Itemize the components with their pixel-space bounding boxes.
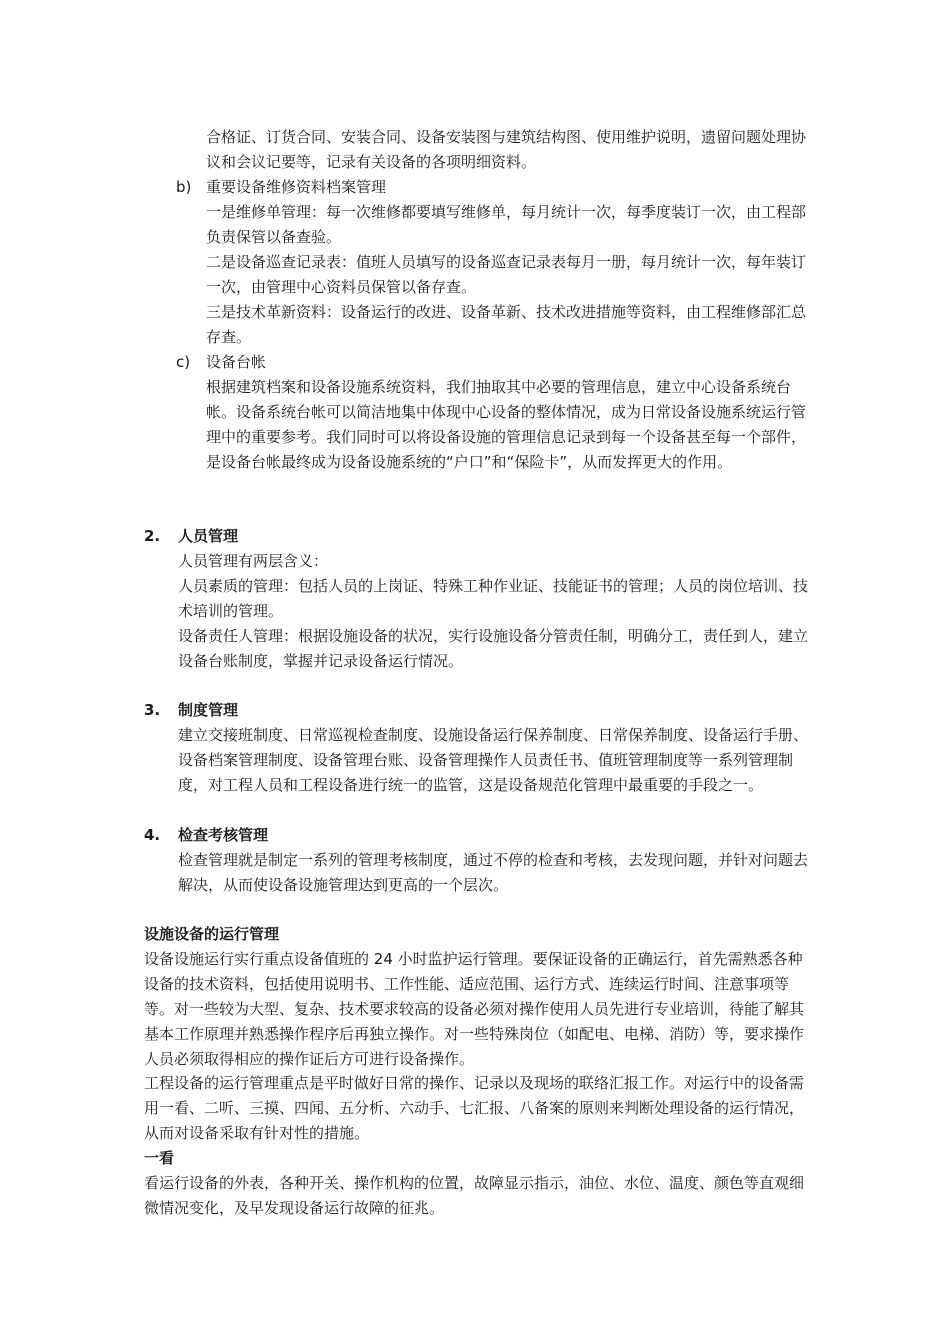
operations-heading: 设施设备的运行管理 bbox=[144, 925, 280, 943]
operations-paragraph-3: 看运行设备的外表，各种开关、操作机构的位置，故障显示指示，油位、水位、温度、颜色等直观细微情况变化，及早发现设备运行故障的征兆。 bbox=[144, 1174, 805, 1217]
item-b-label: b) bbox=[176, 178, 192, 196]
section-2-number: 2. bbox=[144, 527, 161, 545]
item-b-paragraph-3: 三是技术革新资料：设备运行的改进、设备革新、技术改进措施等资料，由工程维修部汇总存查。 bbox=[206, 303, 807, 346]
operations-subheading-look: 一看 bbox=[144, 1149, 175, 1167]
item-b-title: 重要设备维修资料档案管理 bbox=[206, 178, 387, 196]
section-3-heading: 制度管理 bbox=[178, 701, 239, 719]
operations-paragraph-2: 工程设备的运行管理重点是平时做好日常的操作、记录以及现场的联络汇报工作。对运行中的设备需用一看、二听、三摸、四闻、五分析、六动手、七汇报、八备案的原则来判断处理设备的运行情况，从而对设备采取有针对性的措施。 bbox=[144, 1074, 805, 1142]
section-2-paragraph-1: 人员管理有两层含义： bbox=[178, 552, 329, 570]
section-4-number: 4. bbox=[144, 826, 161, 844]
item-a-continuation: 合格证、订货合同、安装合同、设备安装图与建筑结构图、使用维护说明，遗留问题处理协议和会议记要等，记录有关设备的各项明细资料。 bbox=[206, 128, 807, 171]
section-3-paragraph-1: 建立交接班制度、日常巡视检查制度、设施设备运行保养制度、日常保养制度、设备运行手册、设备档案管理制度、设备管理台账、设备管理操作人员责任书、值班管理制度等一系列管理制度，对工程人员和工程设备进行统一的监管，这是设备规范化管理中最重要的手段之一。 bbox=[178, 726, 809, 794]
item-b-paragraph-1: 一是维修单管理：每一次维修都要填写维修单，每月统计一次，每季度装订一次，由工程部负责保管以备查验。 bbox=[206, 203, 807, 246]
operations-paragraph-1: 设备设施运行实行重点设备值班的 24 小时监护运行管理。要保证设备的正确运行，首先需熟悉各种设备的技术资料，包括使用说明书、工作性能、适应范围、运行方式、连续运行时间、注意事项等等。对一些较为大型、复杂、技术要求较高的设备必须对操作使用人员先进行专业培训，待能了解其基本工作原理并熟悉操作程序后再独立操作。对一些特殊岗位（如配电、电梯、消防）等，要求操作人员必须取得相应的操作证后方可进行设备操作。 bbox=[144, 950, 805, 1068]
section-3-number: 3. bbox=[144, 701, 161, 719]
section-2-paragraph-2: 人员素质的管理：包括人员的上岗证、特殊工种作业证、技能证书的管理；人员的岗位培训、技术培训的管理。 bbox=[178, 577, 809, 620]
section-2-paragraph-3: 设备责任人管理：根据设施设备的状况，实行设施设备分管责任制，明确分工，责任到人，建立设备台账制度，掌握并记录设备运行情况。 bbox=[178, 627, 809, 670]
item-c-label: c) bbox=[176, 353, 191, 371]
item-b-paragraph-2: 二是设备巡查记录表：值班人员填写的设备巡查记录表每月一册，每月统计一次，每年装订一次，由管理中心资料员保管以备存查。 bbox=[206, 253, 807, 296]
item-c-title: 设备台帐 bbox=[206, 353, 267, 371]
section-4-paragraph-1: 检查管理就是制定一系列的管理考核制度，通过不停的检查和考核，去发现问题，并针对问题去解决，从而使设备设施管理达到更高的一个层次。 bbox=[178, 851, 809, 894]
item-c-paragraph-1: 根据建筑档案和设备设施系统资料，我们抽取其中必要的管理信息，建立中心设备系统台帐。设备系统台帐可以简洁地集中体现中心设备的整体情况，成为日常设备设施系统运行管理中的重要参考。我们同时可以将设备设施的管理信息记录到每一个设备甚至每一个部件，是设备台帐最终成为设备设施系统的“户口”和“保险卡”，从而发挥更大的作用。 bbox=[206, 378, 807, 471]
section-2-heading: 人员管理 bbox=[178, 527, 239, 545]
section-4-heading: 检查考核管理 bbox=[178, 826, 269, 844]
